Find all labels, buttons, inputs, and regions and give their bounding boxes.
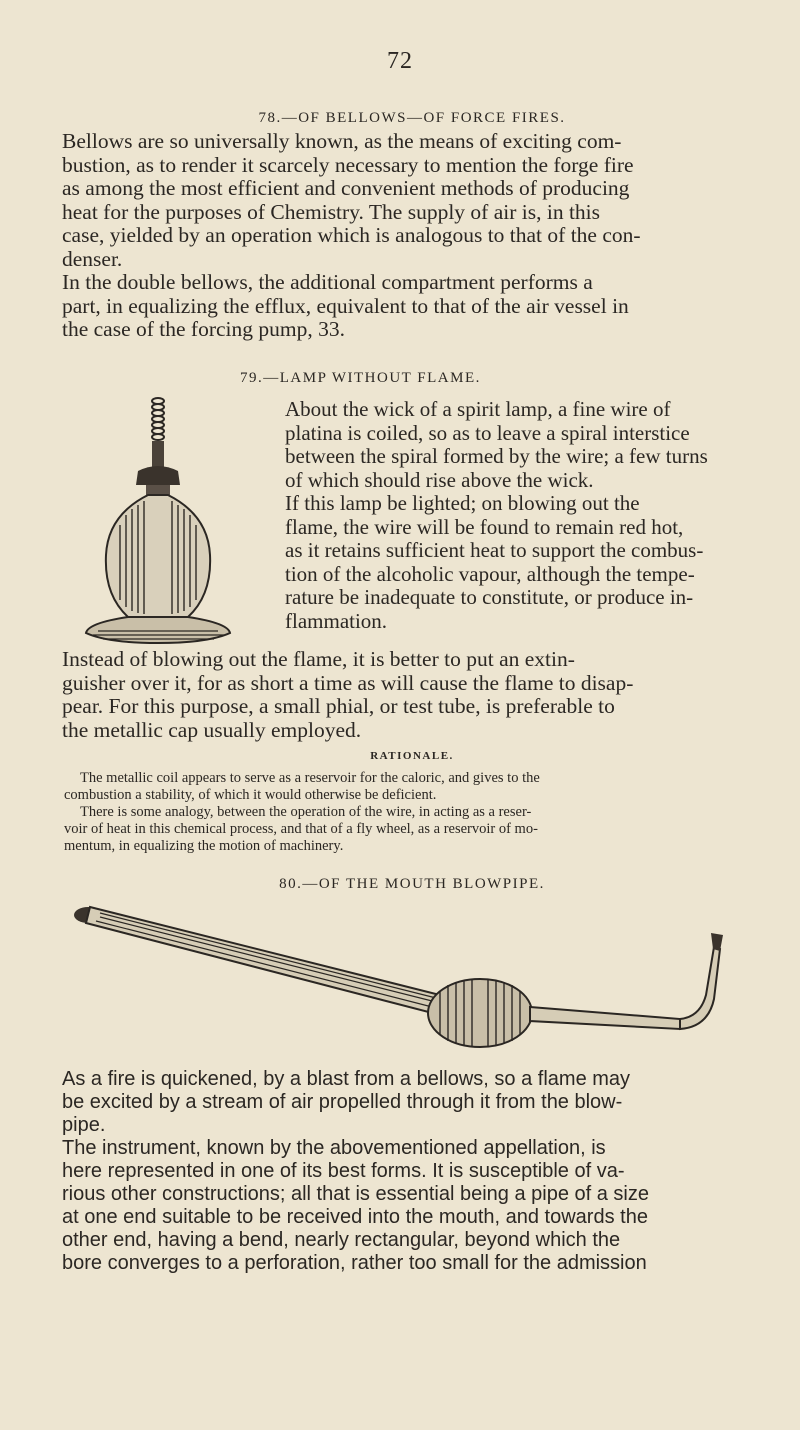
section-79-side-text xyxy=(285,398,765,633)
text-line: The instrument, known by the abovementioned appellation, is xyxy=(62,1137,606,1159)
text-line: denser. xyxy=(62,246,123,271)
section-78-body xyxy=(62,130,762,342)
text-line: as among the most efficient and convenient methods of producing xyxy=(62,176,630,200)
section-79-paragraph-1 xyxy=(285,398,765,633)
spirit-lamp-illustration xyxy=(48,395,268,645)
blowpipe-illustration xyxy=(60,895,730,1055)
section-79-paragraph-2 xyxy=(62,648,762,742)
text-line: voir of heat in this chemical process, and that of a fly wheel, as a reservoir of mo- xyxy=(64,821,538,837)
text-line: Instead of blowing out the flame, it is better to put an extin- xyxy=(62,647,575,671)
text-line: If this lamp be lighted; on blowing out the xyxy=(285,491,640,515)
section-80-heading-wrap xyxy=(62,874,762,894)
blowpipe-figure xyxy=(60,895,730,1055)
text-line: There is some analogy, between the operation of the wire, in acting as a reser- xyxy=(80,804,532,820)
text-line: rious other constructions; all that is essential being a pipe of a size xyxy=(62,1183,649,1205)
text-line: part, in equalizing the efflux, equivalent to that of the air vessel in xyxy=(62,293,629,318)
text-line: About the wick of a spirit lamp, a fine wire of xyxy=(285,397,671,421)
text-line: at one end suitable to be received into the mouth, and towards the xyxy=(62,1206,648,1228)
section-80-body xyxy=(62,1068,762,1275)
text-line: here represented in one of its best forms. It is susceptible of va- xyxy=(62,1160,625,1182)
spirit-lamp-figure xyxy=(48,395,268,645)
page-number: 72 xyxy=(387,48,413,74)
text-line: platina is coiled, so as to leave a spiral interstice xyxy=(285,420,690,445)
rationale-heading: RATIONALE. xyxy=(370,750,454,762)
rationale-text xyxy=(64,770,764,855)
text-line: flame, the wire will be found to remain red hot, xyxy=(285,514,684,539)
text-line: tion of the alcoholic vapour, although the tempe- xyxy=(285,561,695,586)
text-line: pipe. xyxy=(62,1114,106,1136)
section-78-heading: 78.—OF BELLOWS—OF FORCE FIRES. xyxy=(258,110,566,126)
text-line: As a fire is quickened, by a blast from a bellows, so a flame may xyxy=(62,1068,631,1090)
section-80-heading: 80.—OF THE MOUTH BLOWPIPE. xyxy=(279,876,545,892)
text-line: other end, having a bend, nearly rectangular, beyond which the xyxy=(62,1229,621,1251)
rationale-heading-wrap xyxy=(62,750,762,762)
rationale-paragraph xyxy=(64,770,764,855)
text-line: combustion a stability, of which it would otherwise be deficient. xyxy=(64,787,437,803)
text-line: bustion, as to render it scarcely necessary to mention the forge fire xyxy=(62,152,634,177)
section-79-full-text xyxy=(62,648,762,742)
text-line: rature be inadequate to constitute, or produce in- xyxy=(285,585,694,609)
text-line: the case of the forcing pump, 33. xyxy=(62,317,345,341)
text-line: of which should rise above the wick. xyxy=(285,467,594,492)
text-line: case, yielded by an operation which is analogous to that of the con- xyxy=(62,223,641,247)
text-line: pear. For this purpose, a small phial, or test tube, is preferable to xyxy=(62,694,615,718)
section-79-heading-wrap xyxy=(240,368,640,388)
section-78 xyxy=(62,108,762,128)
text-line: flammation. xyxy=(285,608,388,633)
text-line: between the spiral formed by the wire; a few turns xyxy=(285,444,708,468)
text-line: the metallic cap usually employed. xyxy=(62,717,362,742)
text-line: In the double bellows, the additional compartment performs a xyxy=(62,270,593,294)
text-line: as it retains sufficient heat to support the combus- xyxy=(285,538,704,562)
text-line: bore converges to a perforation, rather too small for the admission xyxy=(62,1252,647,1274)
section-80-paragraph xyxy=(62,1068,762,1275)
section-78-paragraph-1 xyxy=(62,130,762,342)
text-line: heat for the purposes of Chemistry. The supply of air is, in this xyxy=(62,199,601,224)
text-line: The metallic coil appears to serve as a reservoir for the caloric, and gives to the xyxy=(80,770,540,786)
section-79-heading: 79.—LAMP WITHOUT FLAME. xyxy=(240,370,481,386)
text-line: mentum, in equalizing the motion of machinery. xyxy=(64,838,344,854)
text-line: guisher over it, for as short a time as will cause the flame to disap- xyxy=(62,670,634,695)
text-line: Bellows are so universally known, as the means of exciting com- xyxy=(62,129,622,153)
text-line: be excited by a stream of air propelled through it from the blow- xyxy=(62,1091,623,1113)
